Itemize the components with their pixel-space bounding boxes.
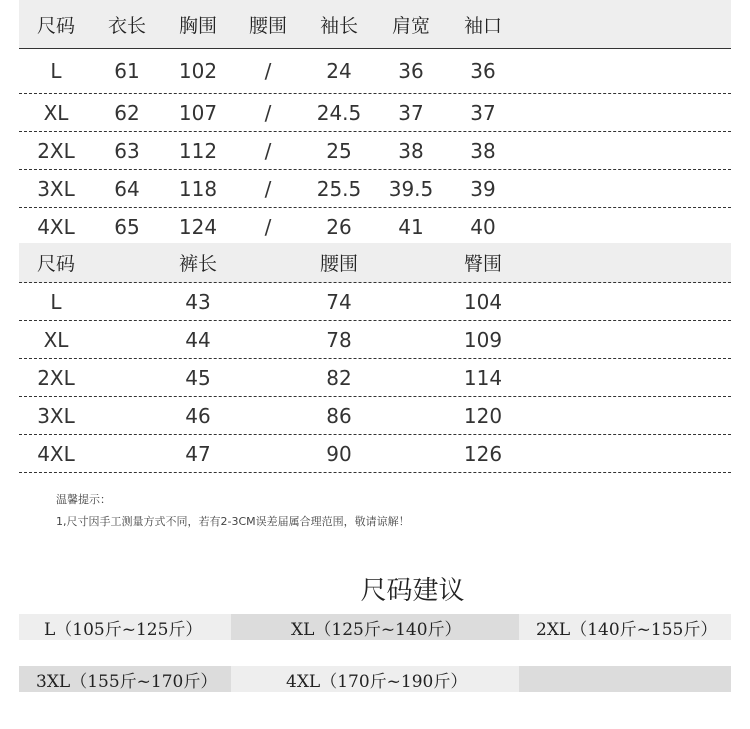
table-cell: 82 [326, 365, 352, 390]
table-cell: 118 [178, 176, 218, 201]
table-cell: XL [43, 100, 69, 125]
table-cell: 126 [463, 441, 503, 466]
header-cell: 袖口 [463, 14, 502, 37]
table-cell: 38 [470, 138, 496, 163]
table-cell: 36 [398, 59, 424, 83]
table-cell: 109 [463, 327, 503, 352]
table-cell: 90 [326, 441, 352, 466]
table-row [19, 283, 731, 321]
table-cell: L [50, 289, 62, 314]
table-cell: 86 [326, 403, 352, 428]
table-cell: 37 [398, 100, 424, 125]
header-cell: 衣长 [107, 14, 146, 37]
tips-title: 温馨提示： [56, 493, 111, 506]
tips-note [56, 489, 410, 533]
table-cell: 39 [470, 176, 496, 201]
table-cell: 40 [470, 214, 496, 239]
tips-line: 1,尺寸因手工测量方式不同，若有2-3CM误差届属合理范围，敬请谅解！ [56, 515, 410, 528]
bottom-table-header [19, 243, 731, 283]
table-cell: 47 [185, 441, 211, 466]
table-cell: 107 [178, 100, 218, 125]
table-cell: 24 [326, 59, 352, 83]
table-row [19, 397, 731, 435]
table-cell: 63 [114, 138, 140, 163]
table-cell: 41 [398, 214, 424, 239]
header-cell: 尺码 [36, 253, 75, 275]
suggestion-cell: 3XL（155斤~170斤） [19, 666, 231, 692]
header-cell: 裤长 [178, 253, 217, 275]
table-cell: 39.5 [388, 176, 434, 201]
table-cell: 2XL [37, 138, 75, 163]
top-size-table [19, 0, 731, 246]
table-cell: / [264, 59, 272, 83]
table-cell: 3XL [37, 176, 75, 201]
table-row [19, 49, 731, 94]
header-cell: 肩宽 [391, 14, 430, 37]
table-cell: 62 [114, 100, 140, 125]
table-cell: 26 [326, 214, 352, 239]
table-cell: 2XL [37, 365, 75, 390]
header-cell: 胸围 [178, 14, 217, 37]
table-cell: 64 [114, 176, 140, 201]
size-suggestion-title: 尺码建议 [360, 576, 465, 606]
table-row [19, 359, 731, 397]
table-cell: 112 [178, 138, 218, 163]
table-cell: 25 [326, 138, 352, 163]
table-cell: 104 [463, 289, 503, 314]
header-cell: 腰围 [248, 14, 287, 37]
table-cell: 43 [185, 289, 211, 314]
table-row [19, 94, 731, 132]
table-cell: 74 [326, 289, 352, 314]
table-cell: L [50, 59, 62, 83]
table-cell: 44 [185, 327, 211, 352]
table-cell: 61 [114, 59, 140, 83]
table-cell: 36 [470, 59, 496, 83]
table-cell: / [264, 176, 272, 201]
table-cell: 124 [178, 214, 218, 239]
size-suggestion-row [19, 666, 731, 692]
header-cell: 臀围 [463, 253, 502, 275]
table-cell: 25.5 [316, 176, 362, 201]
suggestion-cell [519, 666, 731, 692]
table-cell: 38 [398, 138, 424, 163]
table-cell: 24.5 [316, 100, 362, 125]
bottom-size-table [19, 243, 731, 473]
header-cell: 尺码 [36, 14, 75, 37]
table-cell: 45 [185, 365, 211, 390]
table-cell: / [264, 138, 272, 163]
size-suggestion-row [19, 614, 731, 640]
table-row [19, 170, 731, 208]
table-cell: / [264, 100, 272, 125]
table-cell: 4XL [37, 214, 75, 239]
table-cell: 46 [185, 403, 211, 428]
table-row [19, 132, 731, 170]
table-cell: 65 [114, 214, 140, 239]
table-cell: / [264, 214, 272, 239]
table-row [19, 435, 731, 473]
table-cell: 120 [463, 403, 503, 428]
table-row [19, 321, 731, 359]
suggestion-cell: 4XL（170斤~190斤） [231, 666, 519, 692]
suggestion-cell: XL（125斤~140斤） [231, 614, 519, 640]
table-cell: 102 [178, 59, 218, 83]
table-cell: 37 [470, 100, 496, 125]
header-cell: 腰围 [319, 253, 358, 275]
suggestion-cell: L（105斤~125斤） [19, 614, 231, 640]
top-table-header [19, 0, 731, 49]
table-cell: 114 [463, 365, 503, 390]
table-row [19, 208, 731, 246]
table-cell: 78 [326, 327, 352, 352]
suggestion-cell: 2XL（140斤~155斤） [519, 614, 731, 640]
header-cell: 袖长 [319, 14, 358, 37]
table-cell: XL [43, 327, 69, 352]
table-cell: 3XL [37, 403, 75, 428]
table-cell: 4XL [37, 441, 75, 466]
